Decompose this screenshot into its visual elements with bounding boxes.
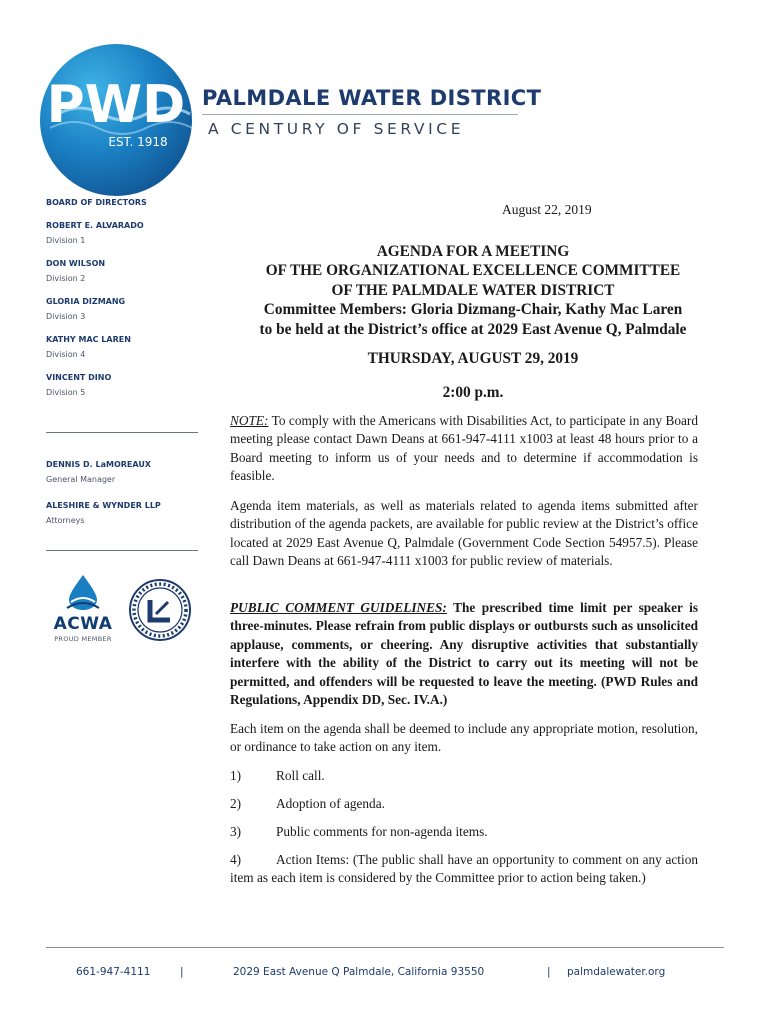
item-number: 1) (230, 768, 242, 783)
member-division: Division 1 (46, 236, 86, 245)
note-label: NOTE: (230, 413, 269, 428)
attorneys-title: Attorneys (46, 516, 85, 525)
member-name: ROBERT E. ALVARADO (46, 221, 144, 230)
agenda-item (230, 767, 698, 785)
board-member (46, 296, 202, 323)
attorneys-name: ALESHIRE & WYNDER LLP (46, 501, 161, 510)
agenda-title (230, 242, 716, 339)
title-line: OF THE ORGANIZATIONAL EXCELLENCE COMMITTEE (265, 262, 681, 280)
public-label: PUBLIC COMMENT GUIDELINES: (230, 600, 447, 615)
water-wave-icon (40, 44, 192, 196)
item-number: 4) (230, 852, 242, 867)
agenda-item (230, 823, 698, 841)
board-of-directors (46, 197, 202, 399)
materials-paragraph: Agenda item materials, as well as materials related to agenda items submitted after distribution of the agenda packets, are available for public review at the District’s office located at 2029 East Avenue Q, Palmdale (Government Code Section 54957.5). Please call Dawn Deans at 661-947-4111 x1003 for public review of materials. (230, 498, 698, 569)
board-member (46, 220, 202, 247)
district-seal-icon (128, 578, 192, 642)
item-text: Adoption of agenda. (276, 796, 385, 811)
public-text: The prescribed time limit per speaker is three-minutes. Please refrain from public displays or outbursts such as unsolicited applause, comments, or cheering. Any disruptive activities that substantially interfere with the ability of the District to carry out its meeting will not be permitted, and offenders will be requested to leave the meeting. (PWD Rules and Regulations, Appendix DD, Sec. IV.A.) (230, 600, 698, 708)
item-number: 2) (230, 796, 242, 811)
footer-divider (46, 947, 724, 948)
general-manager (46, 459, 151, 486)
each-item-paragraph: Each item on the agenda shall be deemed to include any appropriate motion, resolution, or ordinance to take action on any item. (230, 721, 698, 755)
member-name: DON WILSON (46, 259, 106, 268)
item-text: Roll call. (276, 768, 325, 783)
member-division: Division 4 (46, 350, 86, 359)
agenda-item (230, 795, 698, 813)
item-text: Public comments for non-agenda items. (276, 824, 488, 839)
member-division: Division 3 (46, 312, 86, 321)
title-line: to be held at the District’s office at 2029 East Avenue Q, Palmdale (259, 320, 687, 338)
member-name: KATHY MAC LAREN (46, 335, 131, 344)
gm-title: General Manager (46, 475, 116, 484)
agenda-item (230, 851, 698, 888)
board-member (46, 372, 202, 399)
attorneys (46, 500, 161, 527)
footer-address: 2029 East Avenue Q Palmdale, California 93550 (233, 966, 485, 978)
logo-est: EST. 1918 (108, 135, 168, 149)
item-number: 3) (230, 824, 242, 839)
title-line: OF THE PALMDALE WATER DISTRICT (331, 281, 615, 299)
pwd-logo (40, 44, 192, 196)
org-tagline: A CENTURY OF SERVICE (208, 120, 465, 138)
item-text: Action Items: (The public shall have an opportunity to comment on any action item as each item is considered by the Committee prior to action being taken.) (230, 852, 698, 886)
footer-website-link[interactable]: palmdalewater.org (567, 966, 666, 978)
title-line: Committee Members: Gloria Dizmang-Chair, Kathy Mac Laren (263, 301, 683, 319)
document-date: August 22, 2019 (502, 202, 592, 217)
acwa-sub: PROUD MEMBER (54, 635, 112, 643)
member-division: Division 5 (46, 388, 86, 397)
public-comment-guidelines (230, 599, 698, 709)
board-member (46, 258, 202, 285)
board-member (46, 334, 202, 361)
meeting-day: THURSDAY, AUGUST 29, 2019 (367, 350, 579, 367)
gm-name: DENNIS D. LaMOREAUX (46, 460, 151, 469)
org-name: PALMDALE WATER DISTRICT (202, 86, 542, 110)
board-heading: BOARD OF DIRECTORS (46, 198, 147, 207)
meeting-time: 2:00 p.m. (442, 384, 504, 401)
acwa-word: ACWA (53, 614, 113, 634)
footer-separator: | (547, 966, 551, 978)
ada-note (230, 412, 698, 486)
member-name: GLORIA DIZMANG (46, 297, 126, 306)
note-text: To comply with the Americans with Disabilities Act, to participate in any Board meeting please contact Dawn Deans at 661-947-4111 x1003 at least 48 hours prior to a Board meeting to inform us of your needs and to determine if accommodation is feasible. (230, 413, 698, 484)
sidebar-divider (46, 550, 198, 551)
member-division: Division 2 (46, 274, 86, 283)
footer-separator: | (180, 966, 184, 978)
footer-phone: 661-947-4111 (76, 966, 151, 978)
sidebar-divider (46, 432, 198, 433)
logo-letters: PWD (46, 75, 186, 135)
header-divider (202, 114, 518, 115)
title-line: AGENDA FOR A MEETING (376, 243, 570, 260)
water-drop-icon (63, 574, 103, 610)
acwa-logo (52, 574, 114, 643)
member-name: VINCENT DINO (46, 373, 112, 382)
